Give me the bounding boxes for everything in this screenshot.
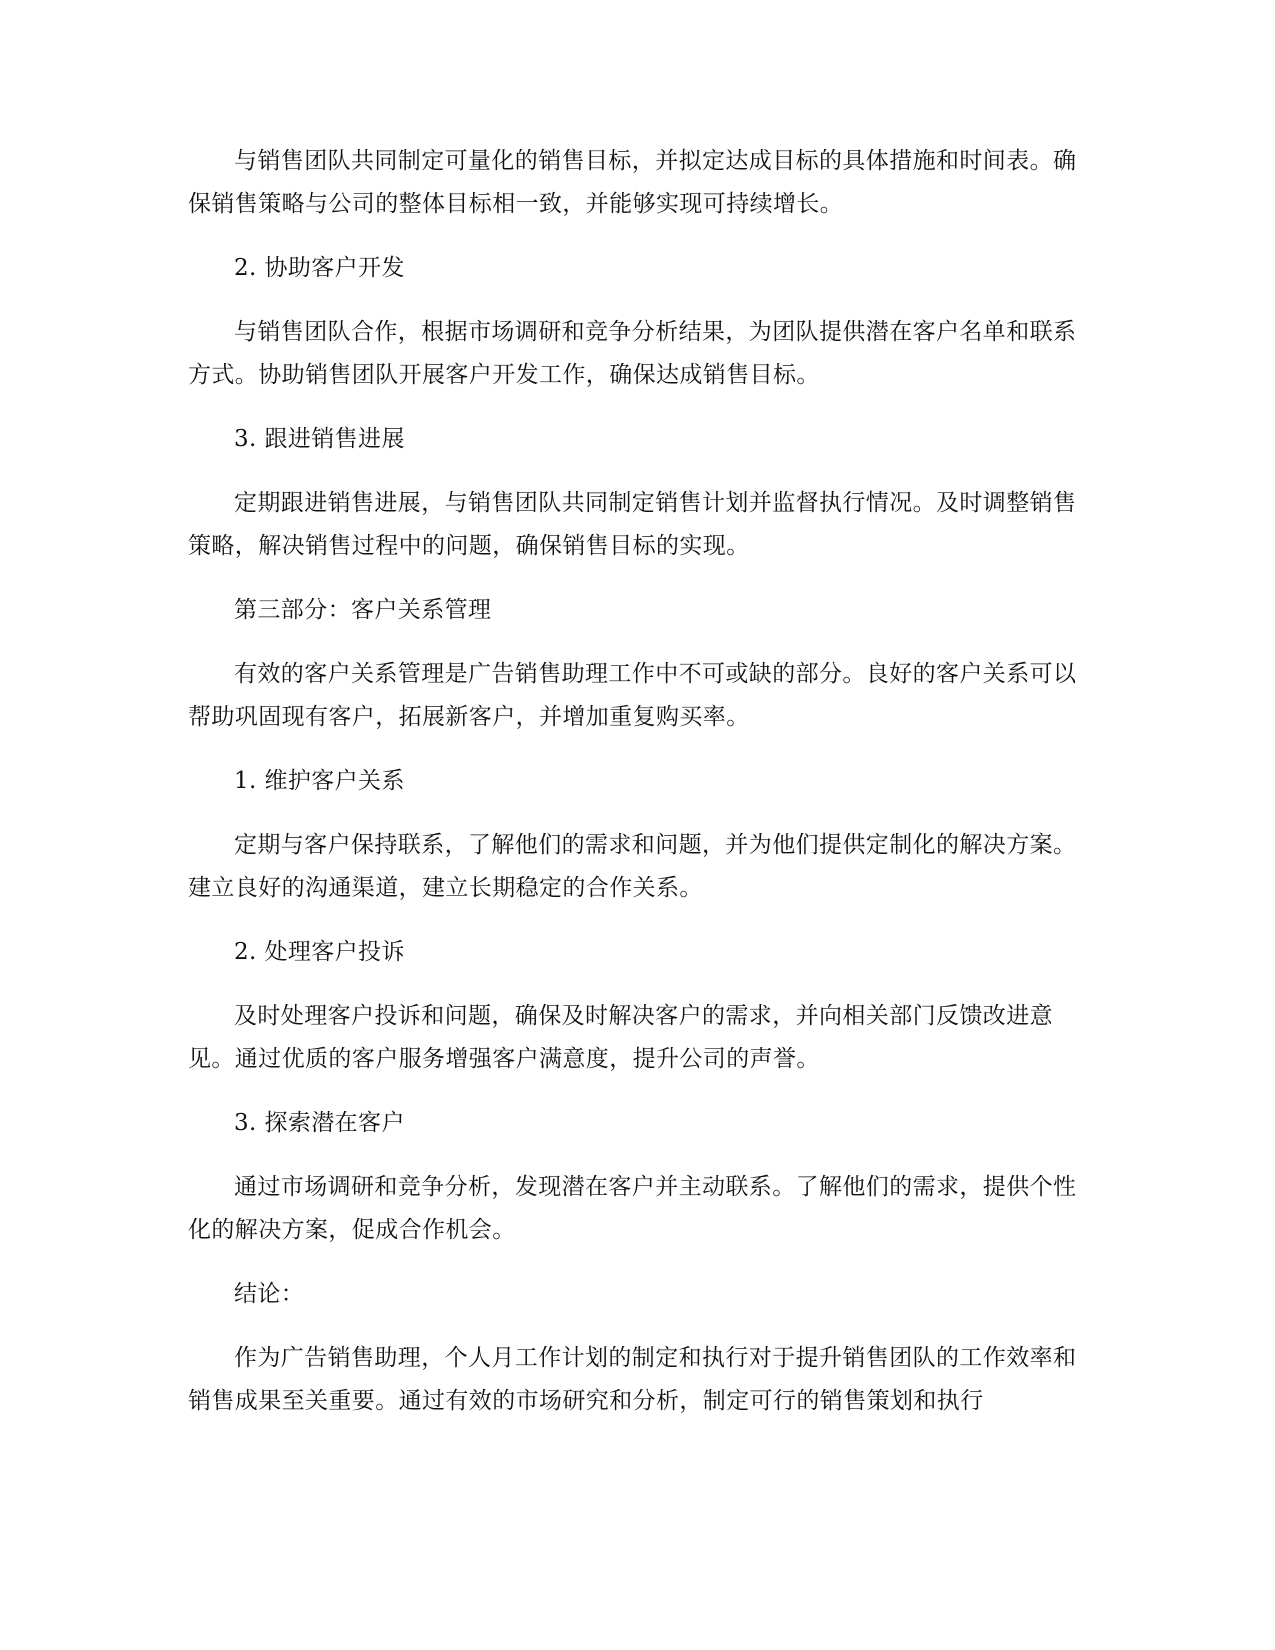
paragraph-sales-targets: 与销售团队共同制定可量化的销售目标，并拟定达成目标的具体措施和时间表。确保销售策略与公司的整体目标相一致，并能够实现可持续增长。	[188, 148, 1077, 217]
paragraph-maintain-relations: 定期与客户保持联系，了解他们的需求和问题，并为他们提供定制化的解决方案。建立良好的沟通渠道，建立长期稳定的合作关系。	[188, 832, 1077, 901]
section-heading-customer-relations: 第三部分：客户关系管理	[234, 597, 492, 623]
heading-assist-client-development: 2. 协助客户开发	[234, 255, 405, 281]
heading-handle-complaints: 2. 处理客户投诉	[234, 939, 405, 965]
paragraph-handle-complaints: 及时处理客户投诉和问题，确保及时解决客户的需求，并向相关部门反馈改进意见。通过优质的客户服务增强客户满意度，提升公司的声誉。	[188, 1003, 1053, 1072]
paragraph-client-development: 与销售团队合作，根据市场调研和竞争分析结果，为团队提供潜在客户名单和联系方式。协助销售团队开展客户开发工作，确保达成销售目标。	[188, 319, 1077, 388]
paragraph-conclusion: 作为广告销售助理，个人月工作计划的制定和执行对于提升销售团队的工作效率和销售成果至关重要。通过有效的市场研究和分析，制定可行的销售策划和执行	[188, 1345, 1077, 1414]
paragraph-follow-up-sales: 定期跟进销售进展，与销售团队共同制定销售计划并监督执行情况。及时调整销售策略，解决销售过程中的问题，确保销售目标的实现。	[188, 490, 1077, 559]
paragraph-explore-prospects: 通过市场调研和竞争分析，发现潜在客户并主动联系。了解他们的需求，提供个性化的解决方案，促成合作机会。	[188, 1174, 1077, 1243]
paragraph-customer-relations-intro: 有效的客户关系管理是广告销售助理工作中不可或缺的部分。良好的客户关系可以帮助巩固现有客户，拓展新客户，并增加重复购买率。	[188, 661, 1077, 730]
heading-follow-up-sales: 3. 跟进销售进展	[234, 426, 405, 452]
document-body	[188, 140, 1088, 1423]
heading-explore-prospects: 3. 探索潜在客户	[234, 1110, 405, 1136]
heading-conclusion: 结论：	[234, 1281, 305, 1307]
heading-maintain-relations: 1. 维护客户关系	[234, 768, 405, 794]
